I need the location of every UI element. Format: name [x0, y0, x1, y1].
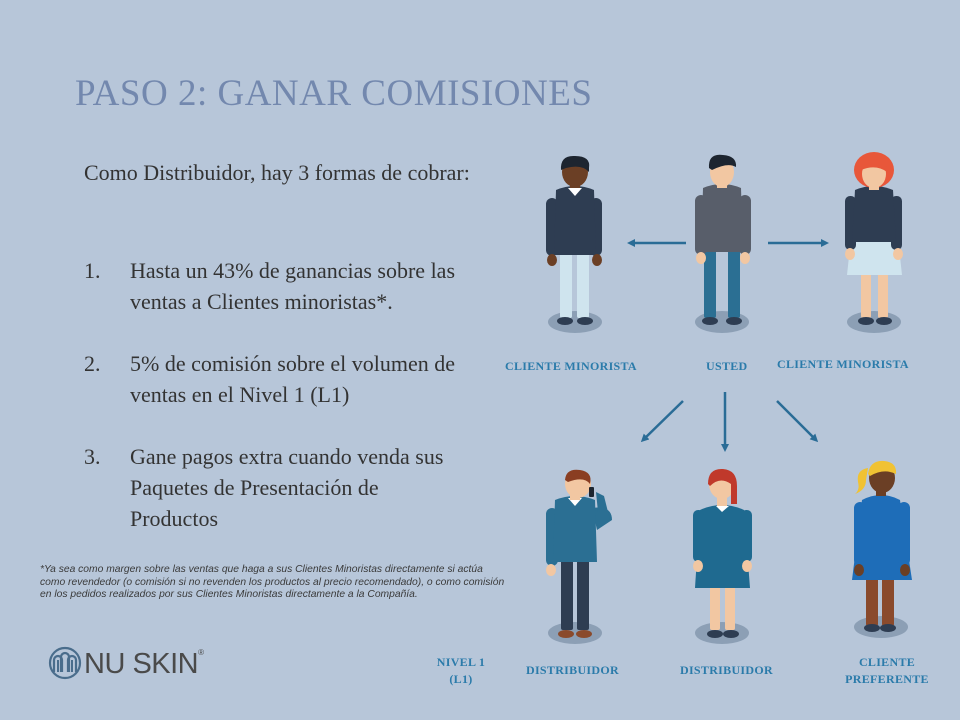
- label-distribuidor-2: DISTRIBUIDOR: [680, 663, 773, 677]
- list-text: Hasta un 43% de ganancias sobre las ventas a Clientes minoristas*.: [130, 258, 456, 314]
- label-cliente-preferente: CLIENTE PREFERENTE: [845, 655, 929, 686]
- list-text: Gane pagos extra cuando venda sus Paquetes de Presentación de Productos: [130, 444, 444, 531]
- distributor-dress-figure: [693, 469, 752, 638]
- retail-client-right-figure: [845, 152, 903, 325]
- list-text: 5% de comisión sobre el volumen de ventas en el Nivel 1 (L1): [130, 351, 456, 407]
- shadow: [847, 311, 901, 333]
- page-title: PASO 2: GANAR COMISIONES: [75, 73, 593, 114]
- label-cliente-minorista-left: CLIENTE MINORISTA: [505, 359, 637, 373]
- logo-registered: ®: [198, 648, 204, 657]
- list-number: 1.: [84, 258, 101, 283]
- retail-client-left-figure: [546, 156, 602, 325]
- shadow: [548, 622, 602, 644]
- arrow-down-left: [643, 401, 683, 440]
- distributor-phone-figure: [546, 470, 612, 638]
- label-cliente-minorista-right: CLIENTE MINORISTA: [777, 357, 909, 371]
- footnote: *Ya sea como margen sobre las ventas que haga a sus Clientes Minoristas directamente si actúa como revendedor (o comisión si no revenden los productos al precio recomendado), o como comisión en los pedidos realizados por sus Clientes Minoristas directamente a la Compañía.: [40, 564, 505, 601]
- preferred-customer-figure: [852, 461, 912, 632]
- label-nivel-1: NIVEL 1 (L1): [436, 655, 486, 686]
- label-distribuidor-1: DISTRIBUIDOR: [526, 663, 619, 677]
- list-number: 2.: [84, 351, 101, 376]
- intro-text: Como Distribuidor, hay 3 formas de cobrar:: [84, 160, 470, 185]
- logo-wordmark: NU SKIN: [84, 648, 199, 680]
- label-usted: USTED: [706, 359, 748, 373]
- shadow: [548, 311, 602, 333]
- arrow-down-right: [777, 401, 816, 440]
- you-figure: [695, 155, 751, 325]
- list-number: 3.: [84, 444, 101, 469]
